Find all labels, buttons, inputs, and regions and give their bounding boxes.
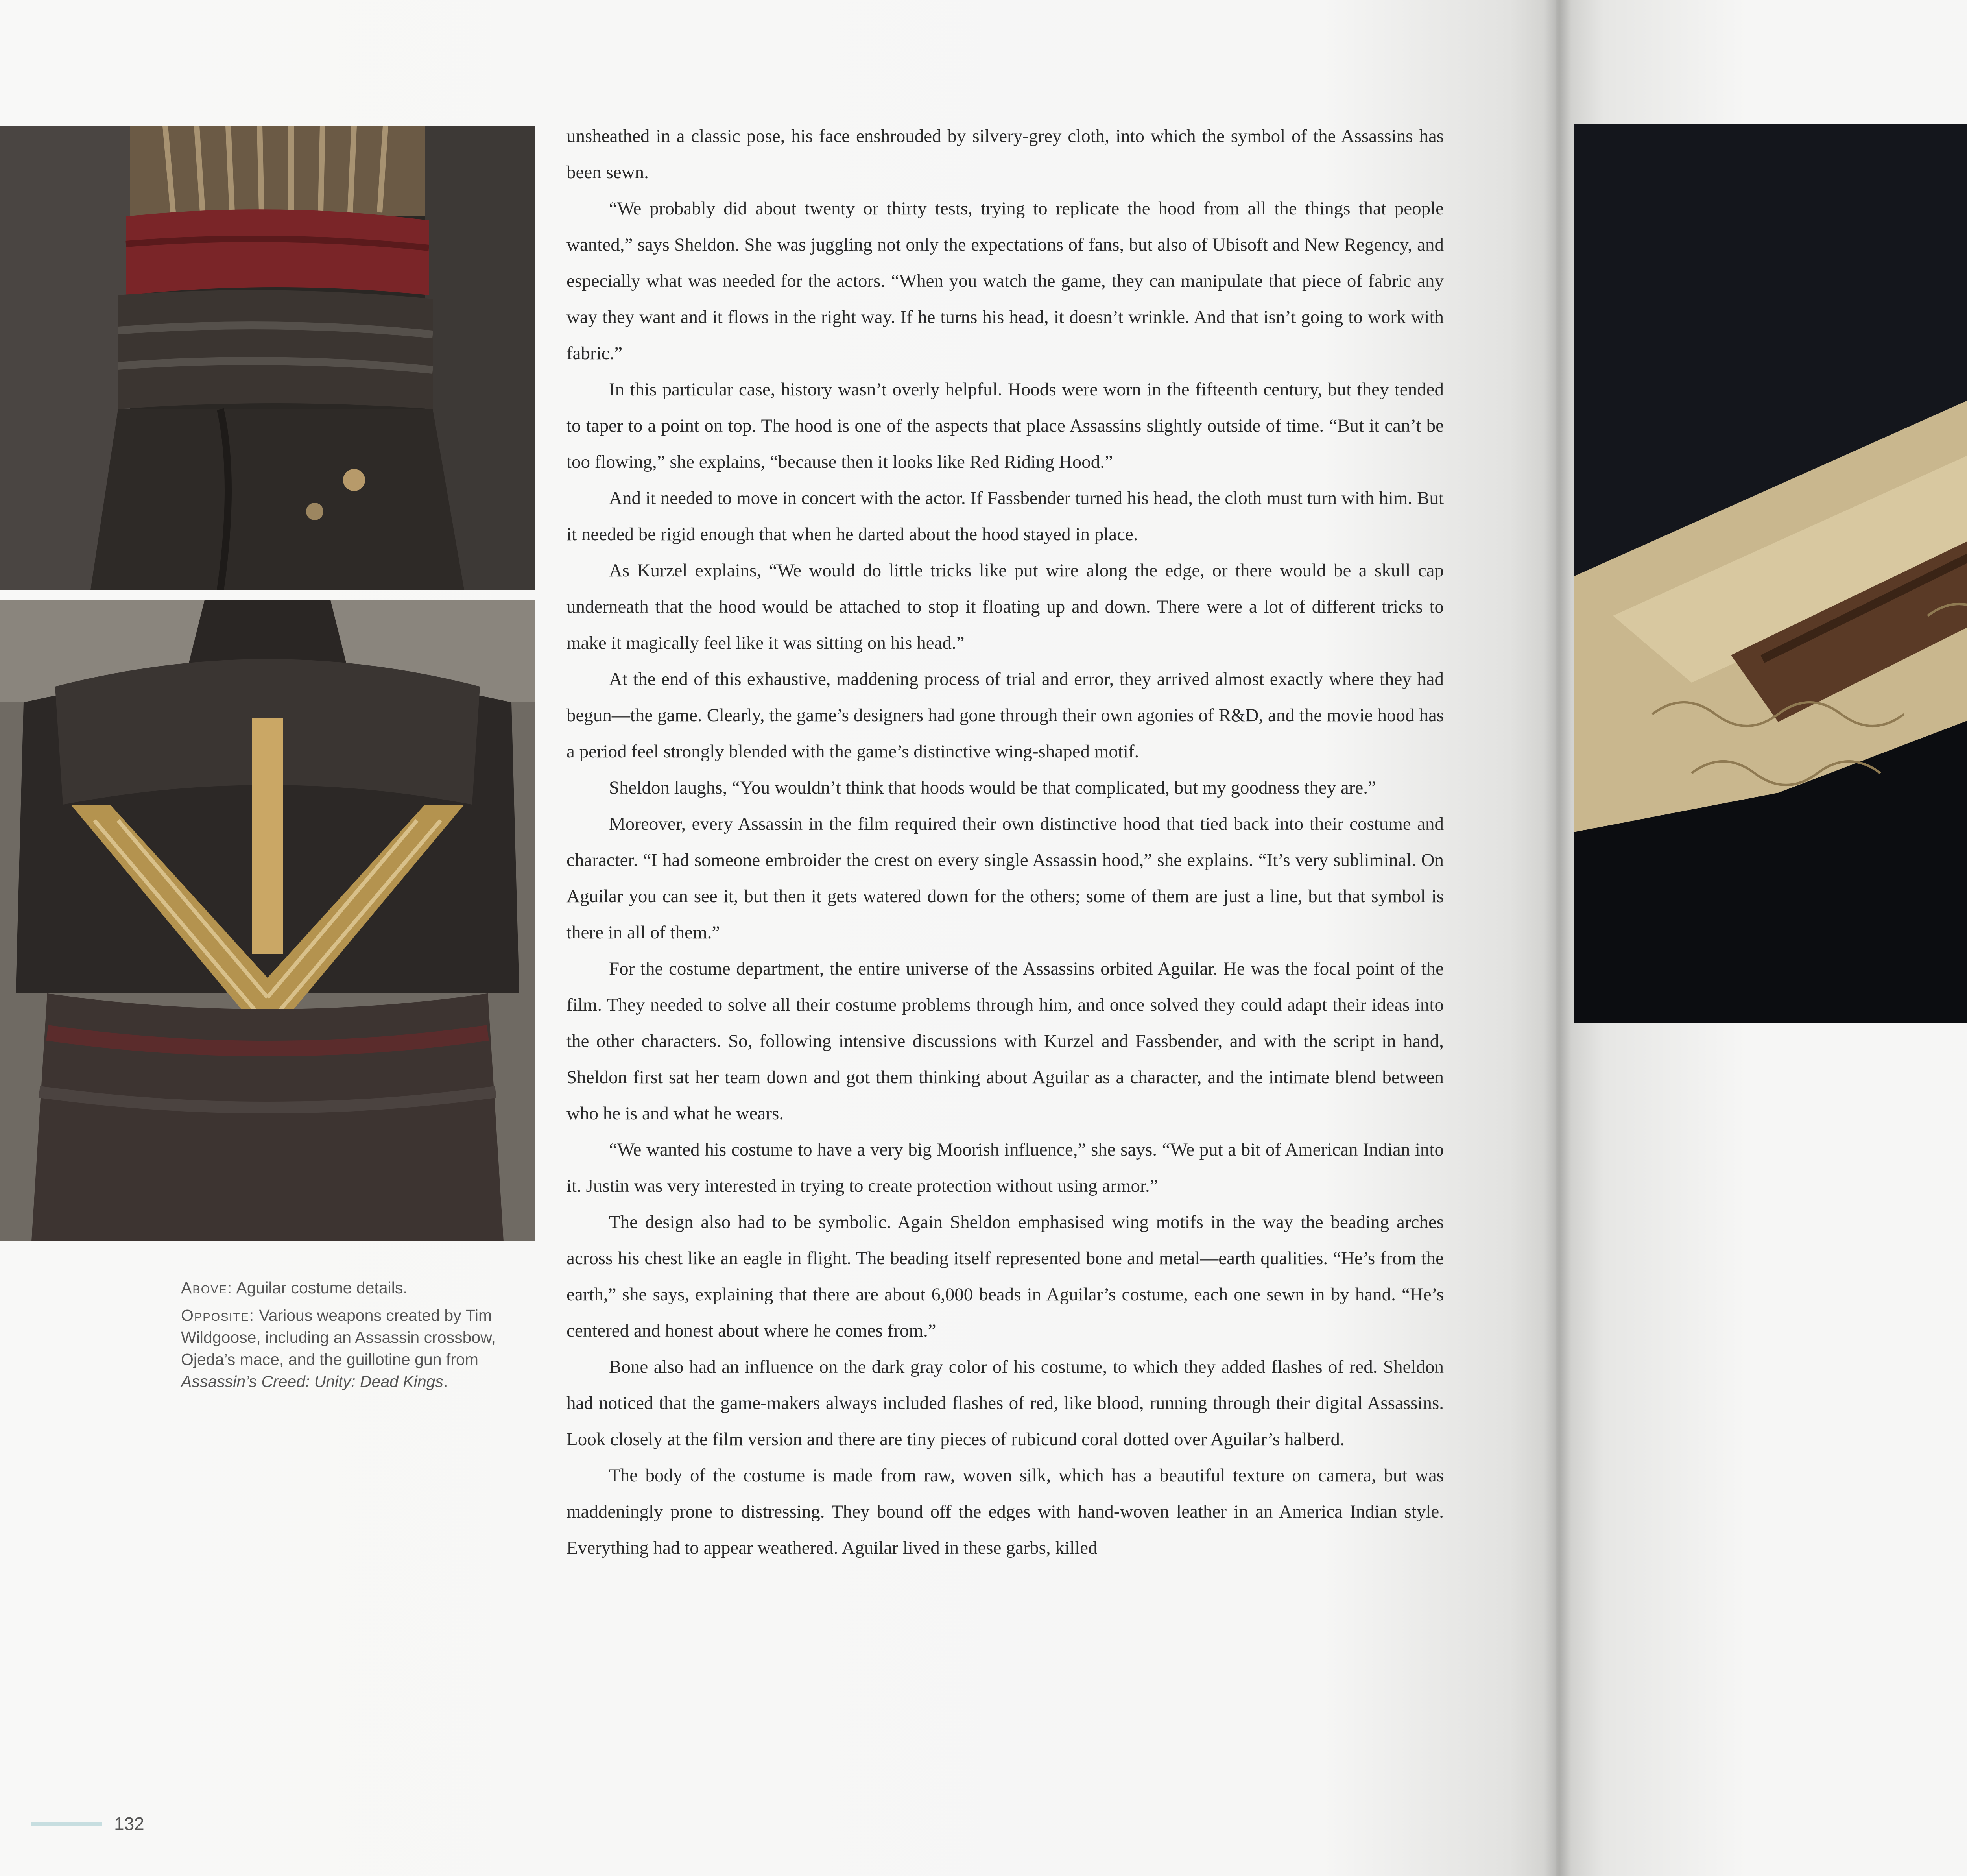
- paragraph: In this particular case, history wasn’t overly helpful. Hoods were worn in the fifteenth century, but they tended to taper to a point on top. The hood is one of the aspects that place Assassins slightly outside of time. “But it can’t be too flowing,” she explains, “because then it looks like Red Riding Hood.”: [566, 379, 1444, 472]
- paragraph: Moreover, every Assassin in the film required their own distinctive hood that tied back into their costume and character. “I had someone embroider the crest on every single Assassin hood,” she explains. “It’s very subliminal. On Aguilar you can see it, but then it gets watered down for the others; some of them are just a line, but that symbol is there in all of them.”: [566, 814, 1444, 943]
- photo-caption: [181, 1277, 507, 1398]
- paragraph: Bone also had an influence on the dark gray color of his costume, to which they added flashes of red. Sheldon had noticed that the game-makers always included flashes of red, like blood, running through their digital Assassins. Look closely at the film version and there are tiny pieces of rubicund coral dotted over Aguilar’s halberd.: [566, 1357, 1444, 1449]
- paragraph: At the end of this exhaustive, maddening process of trial and error, they arrived almost exactly where they had begun—the game. Clearly, the game’s designers had gone through their own agonies of R&D, and the movie hood has a period feel strongly blended with the game’s distinctive wing-shaped motif.: [566, 669, 1444, 762]
- caption-opposite: Opposite: Various weapons created by Tim Wildgoose, including an Assassin crossbow, Ojeda’s mace, and the guillotine gun from Assassin’s Creed: Unity: Dead Kings.: [181, 1306, 496, 1390]
- page-number-left: 132: [114, 1813, 144, 1834]
- paragraph: The body of the costume is made from raw, woven silk, which has a beautiful texture on camera, but was maddeningly prone to distressing. They bound off the edges with hand-woven leather in an America Indian style. Everything had to appear weathered. Aguilar lived in these garbs, killed: [566, 1465, 1444, 1558]
- paragraph: For the costume department, the entire universe of the Assassins orbited Aguilar. He was the focal point of the film. They needed to solve all their costume problems through him, and once solved they could adapt their ideas into the other characters. So, following intensive discussions with Kurzel and Fassbender, and with the script in hand, Sheldon first sat her team down and got them thinking about Aguilar as a character, and the intimate blend between who he is and what he wears.: [566, 958, 1444, 1124]
- paragraph: “We wanted his costume to have a very big Moorish influence,” she says. “We put a bit of American Indian into it. Justin was very interested in trying to create protection without using armor.”: [566, 1139, 1444, 1196]
- photo-crossbow-large: [1574, 124, 1967, 1023]
- caption-above: Above: Aguilar costume details.: [181, 1279, 408, 1297]
- book-gutter: [1544, 0, 1572, 1876]
- paragraph: “We probably did about twenty or thirty tests, trying to replicate the hood from all the things that people wanted,” says Sheldon. She was juggling not only the expectations of fans, but also of Ubisoft and New Regency, and especially what was needed for the actors. “When you watch the game, they can manipulate that piece of fabric any way they want and it flows in the right way. If he turns his head, it doesn’t wrinkle. And that isn’t going to work with fabric.”: [566, 198, 1444, 364]
- folio-bar: [31, 1822, 102, 1826]
- right-page: [1556, 0, 1967, 1876]
- paragraph: As Kurzel explains, “We would do little tricks like put wire along the edge, or there would be a skull cap underneath that the hood would be attached to stop it floating up and down. There were a lot of different tricks to make it magically feel like it was sitting on his head.”: [566, 560, 1444, 653]
- photo-costume-belt: [0, 126, 535, 590]
- paragraph: unsheathed in a classic pose, his face enshrouded by silvery-grey cloth, into which the symbol of the Assassins has been sewn.: [566, 126, 1444, 183]
- paragraph: And it needed to move in concert with the actor. If Fassbender turned his head, the cloth must turn with him. But it needed be rigid enough that when he darted about the hood stayed in place.: [566, 488, 1444, 545]
- photo-costume-back: [0, 600, 535, 1241]
- paragraph: The design also had to be symbolic. Again Sheldon emphasised wing motifs in the way the beading arches across his chest like an eagle in flight. The beading itself represented bone and metal—earth qualities. “He’s from the earth,” she says, explaining that there are about 6,000 beads in Aguilar’s costume, each one sewn in by hand. “He’s centered and honest about where he comes from.”: [566, 1212, 1444, 1341]
- paragraph: Sheldon laughs, “You wouldn’t think that hoods would be that complicated, but my goodness they are.”: [609, 777, 1376, 798]
- left-body-text: [566, 118, 1444, 1566]
